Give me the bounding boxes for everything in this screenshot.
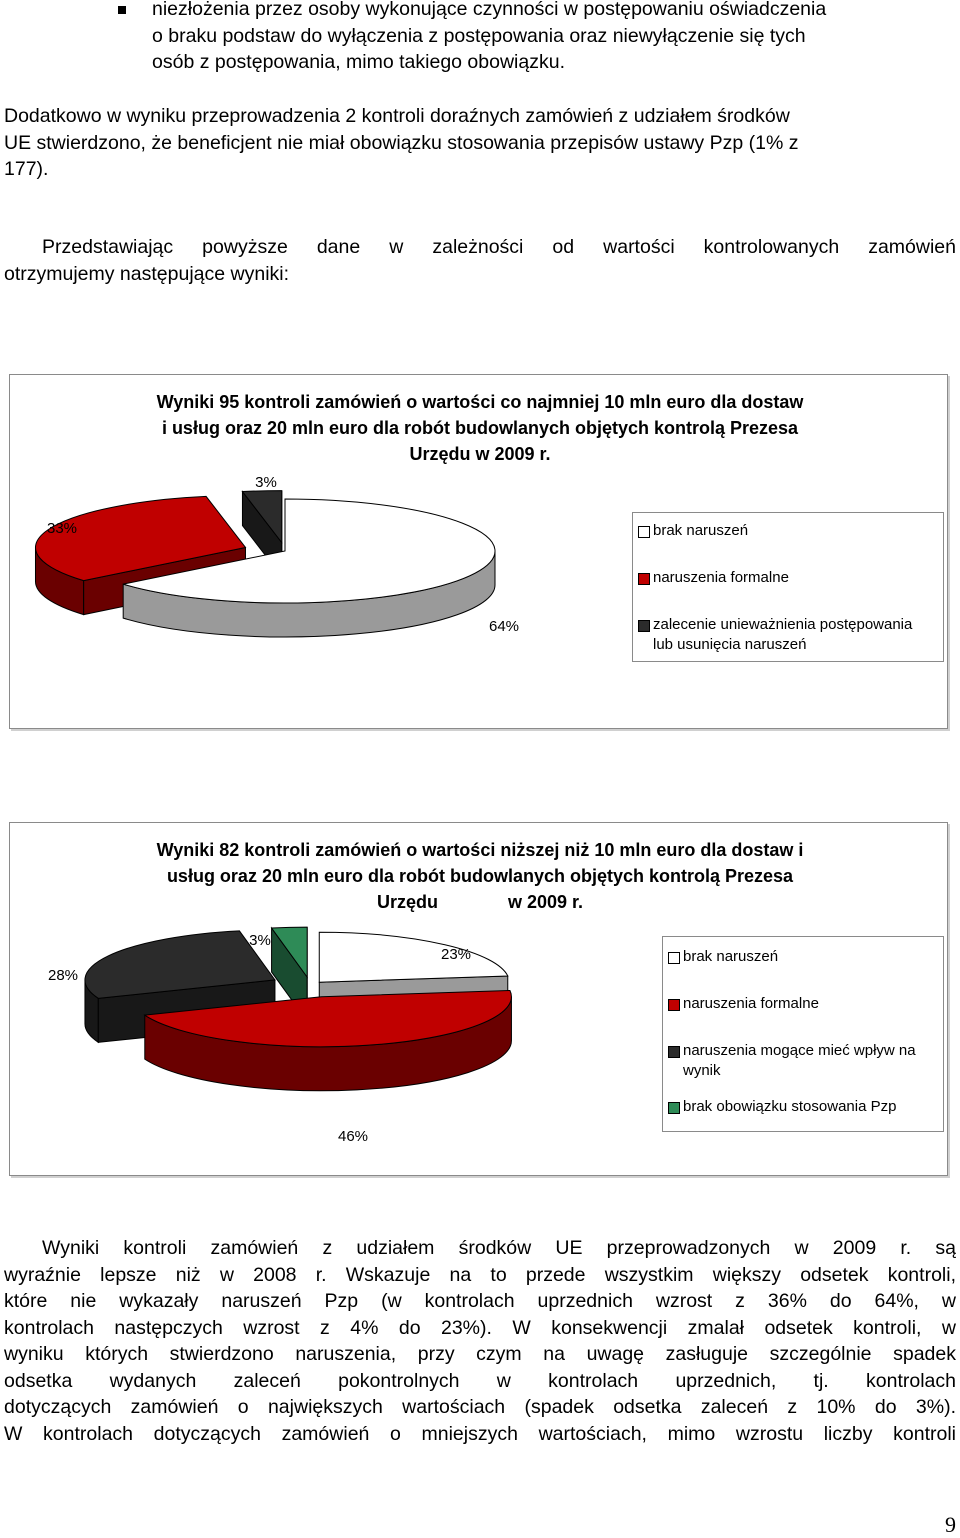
legend-swatch: [668, 1046, 680, 1058]
text-line: wyraźnie lepsze niż w 2008 r. Wskazuje na to przede wszystkim większy odsetek kontroli,: [4, 1263, 956, 1286]
text-line: W kontrolach dotyczących zamówień o mniejszych wartościach, mimo wzrostu liczby kontroli: [4, 1422, 956, 1445]
text-line: osób z postępowania, mimo takiego obowiązku.: [152, 51, 565, 73]
chart-title-line: Wyniki 95 kontroli zamówień o wartości co najmniej 10 mln euro dla dostaw: [156, 392, 804, 412]
pie-value-label: 33%: [46, 520, 78, 537]
pie-value-label: 28%: [47, 967, 79, 984]
text-line: odsetka wydanych zaleceń pokontrolnych w kontrolach uprzednich, tj. kontrolach: [4, 1369, 956, 1392]
text-line: otrzymujemy następujące wyniki:: [4, 262, 290, 285]
text-line: wyniku których stwierdzono naruszenia, przy czym na uwagę zasługuje szczególnie spadek: [4, 1343, 956, 1365]
chart-2-legend: [662, 936, 944, 1132]
paragraph-intro: [4, 234, 956, 287]
chart-title-line: Urzędu w 2009 r.: [409, 444, 551, 464]
legend-label: [653, 521, 939, 541]
legend-label-line: naruszenia mogące mieć wpływ na: [683, 1042, 916, 1059]
paragraph-conclusion: [4, 1235, 956, 1447]
pie-value-label: 23%: [440, 946, 472, 963]
text-line: Przedstawiając powyższe dane w zależności od wartości kontrolowanych zamówień: [42, 236, 956, 258]
text-line: o braku podstaw do wyłączenia z postępowania oraz niewyłączenie się tych: [152, 24, 806, 47]
legend-label-line: zalecenie unieważnienia postępowania: [653, 616, 913, 633]
chart-title-line: Wyniki 82 kontroli zamówień o wartości niższej niż 10 mln euro dla dostaw i: [156, 840, 804, 860]
chart-2-frame: [9, 822, 948, 1176]
pie-slices: [35, 491, 495, 637]
text-line: kontrolach następczych wzrost z 4% do 23%). W konsekwencji zmalał odsetek kontroli, w: [4, 1316, 956, 1339]
text-line: które nie wykazały naruszeń Pzp (w kontrolach uprzednich wzrost z 36% do 64%, w: [4, 1290, 956, 1312]
text-line: 177).: [4, 158, 49, 180]
legend-label-line: brak obowiązku stosowania Pzp: [683, 1098, 897, 1115]
pie-slice: [319, 932, 508, 982]
bullet-marker: [118, 6, 126, 14]
pie-value-label: 3%: [255, 474, 277, 491]
chart-1-pie: [10, 375, 630, 728]
chart-title-line: Urzędu w 2009 r.: [376, 892, 584, 912]
text-line: niezłożenia przez osoby wykonujące czynności w postępowaniu oświadczenia: [152, 0, 827, 20]
page-number: 9: [945, 1512, 956, 1537]
chart-1-frame: [9, 374, 948, 729]
legend-label-line: naruszenia formalne: [683, 995, 819, 1012]
legend-label-line: wynik: [683, 1062, 721, 1079]
legend-swatch: [668, 1102, 680, 1114]
legend-swatch: [638, 620, 650, 632]
legend-label-line: brak naruszeń: [653, 522, 749, 539]
paragraph-bullet: [152, 0, 956, 76]
chart-1-legend: [632, 512, 944, 662]
legend-label-line: naruszenia formalne: [653, 569, 789, 586]
legend-swatch: [668, 999, 680, 1011]
legend-label: [653, 615, 939, 655]
chart-title-line: i usług oraz 20 mln euro dla robót budowlanych objętych kontrolą Prezesa: [161, 418, 799, 438]
legend-swatch: [668, 952, 680, 964]
legend-label: [683, 1041, 939, 1081]
chart-2-pie: [10, 823, 660, 1175]
legend-label: [683, 994, 939, 1014]
legend-label-line: lub usunięcia naruszeń: [653, 636, 807, 653]
pie-value-label: 46%: [337, 1128, 369, 1145]
legend-label: [683, 947, 939, 967]
legend-label: [653, 568, 939, 588]
chart-title-line: usług oraz 20 mln euro dla robót budowlanych objętych kontrolą Prezesa: [166, 866, 794, 886]
pie-value-label: 64%: [488, 618, 520, 635]
text-line: dotyczących zamówień o największych wartościach (spadek odsetka zaleceń z 10% do 3%).: [4, 1396, 956, 1418]
text-line: Wyniki kontroli zamówień z udziałem środków UE przeprowadzonych w 2009 r. są: [42, 1237, 956, 1259]
legend-label-line: brak naruszeń: [683, 948, 779, 965]
legend-swatch: [638, 526, 650, 538]
text-line: UE stwierdzono, że beneficjent nie miał obowiązku stosowania przepisów ustawy Pzp (1% z: [4, 131, 799, 154]
legend-swatch: [638, 573, 650, 585]
text-line: Dodatkowo w wyniku przeprowadzenia 2 kontroli doraźnych zamówień z udziałem środków: [4, 105, 790, 127]
pie-value-label: 3%: [249, 932, 271, 949]
legend-label: [683, 1097, 939, 1117]
paragraph-additional: [4, 103, 956, 183]
